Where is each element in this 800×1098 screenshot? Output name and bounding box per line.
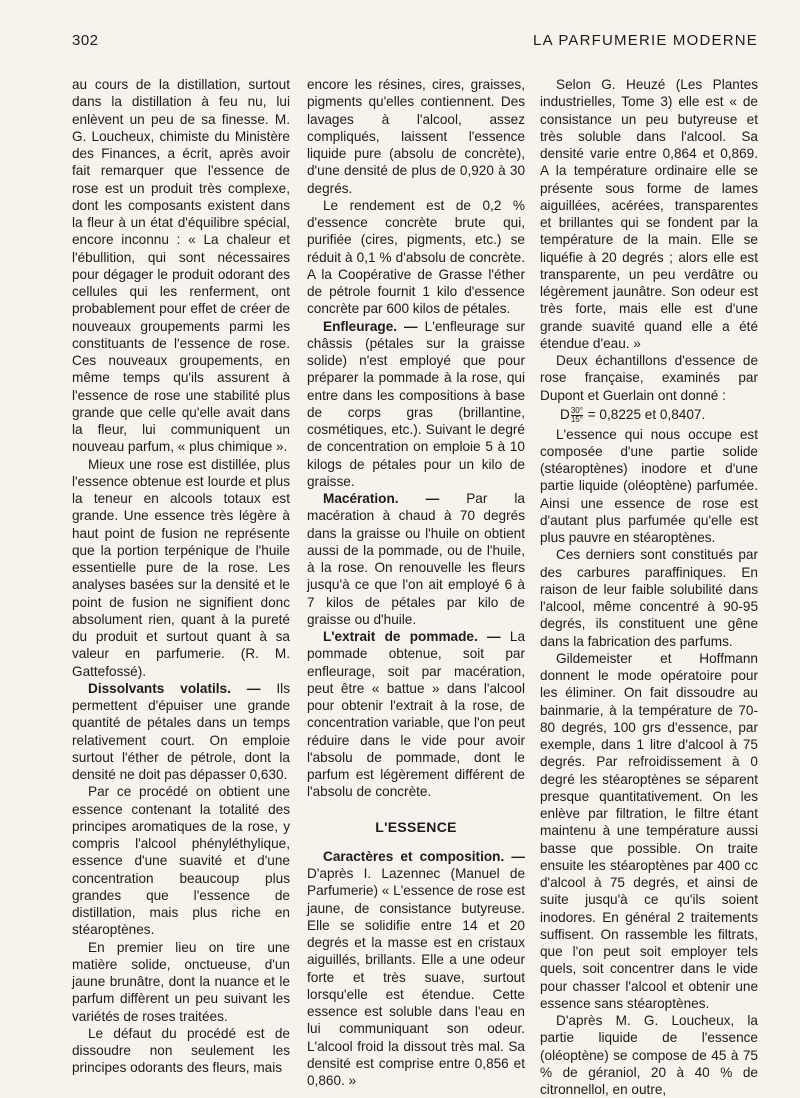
formula-values: = 0,8225 et 0,8407. [583,406,706,422]
paragraph-text: D'après I. Lazennec (Manuel de Parfumerie) « L'essence de rose est jaune, de consistance butyreuse. Elle se solidifie entre 14 et 20 degrés et la masse est en cristaux aiguillés, brillants. Elle a une odeur forte et très suave, surtout lorsqu'elle est étendue. Cette essence est soluble dans l'eau en lui communiquant son odeur. L'alcool froid la dissout très mal. Sa densité est comprise entre 0,856 et 0,860. » [307,866,525,1088]
paragraph: Deux échantillons d'essence de rose française, examinés par Dupont et Guerlain ont donné : [540,353,758,403]
paragraph-text: L'enfleurage sur châssis (pétales sur la graisse solide) n'est employé que pour préparer la pommade à la rose, qui entre dans les compositions à base de corps gras (brillantine, cosmétiques, etc.). Suivant le degré de concentration on emploie 5 à 10 kilogs de pétales pour un kilo de graisse. [307,318,525,489]
paragraph-text: La pommade obtenue, soit par enfleurage, soit par macération, peut être « battue » dans l'alcool pour obtenir l'extrait à la rose, de concentration variable, que l'on peut réduire dans le vide pour avoir l'absolu de pommade, dont le parfum est légèrement différent de l'absolu de concrète. [307,629,526,800]
paragraph: D'après M. G. Loucheux, la partie liquide de l'essence (oléoptène) se compose de 45 à 75 % de géraniol, 20 à 40 % de citronnellol, en outre, [540,1013,758,1098]
paragraph: au cours de la distillation, surtout dans la distillation à feu nu, lui enlèvent un peu de sa finesse. M. G. Loucheux, chimiste du Ministère des Finances, a écrit, après avoir fait remarquer que l'essence de rose est un produit très complexe, dont les composants existent dans la fleur à un état d'équilibre spécial, encore inconnu : « La chaleur et l'ébullition, qui sont nécessaires pour dégager le produit odorant des cellules qui les renferment, ont probablement pour effet de créer de nouveaux groupements parmi les constituants de l'essence de rose. Ces nouveaux groupements, en même temps qu'ils assurent à l'essence de rose une stabilité plus grande que celle qu'elle avait dans la fleur, lui communiquent un nouveau parfum, « plus chimique ». [72,77,290,455]
density-formula [540,406,758,424]
run-in-heading: L'extrait de pommade. — [323,629,501,644]
paragraph-text: Ils permettent d'épuiser une grande quantité de pétales dans un temps relativement court. On emploie surtout l'éther de pétrole, dont la densité ne doit pas dépasser 0,630. [72,680,290,782]
run-in-heading: Macération. — [323,491,440,506]
paragraph: Mieux une rose est distillée, plus l'essence obtenue est lourde et plus la teneur en alcools totaux est grande. Une essence très légère à haut point de fusion ne représente que la portion terpénique de l'huile essentielle pure de la rose. Les analyses basées sur la densité et le point de fusion ne signifient donc absolument rien, quant à la pureté du produit et surtout quant à sa valeur en parfumerie. (R. M. Gattefossé). [72,456,290,679]
text-column-2 [307,76,525,1089]
paragraph: Le rendement est de 0,2 % d'essence concrète brute qui, purifiée (cires, pigments, etc.) se réduit à 0,1 % d'absolu de concrète. A la Coopérative de Grasse l'éther de pétrole fournit 1 kilo d'essence concrète par 600 kilos de pétales. [307,197,525,317]
paragraph-text: Par la macération à chaud à 70 degrés dans la graisse ou l'huile on obtient aussi de la pommade, ou de l'huile, à la rose. On renouvelle les fleurs jusqu'à ce que l'on ait employé 6 à 7 kilos de pétales par kilo de graisse ou d'huile. [307,491,525,627]
run-in-heading: Caractères et composition. — [323,848,525,864]
paragraph: Le défaut du procédé est de dissoudre non seulement les principes odorants des fleurs, mais [72,1025,290,1076]
page-number: 302 [72,32,99,49]
paragraph [307,628,525,801]
paragraph: Ces derniers sont constitués par des carbures paraffiniques. En raison de leur faible solubilité dans l'alcool, même concentré à 90-95 degrés, ils constituent une gêne dans la fabrication des parfums. [540,547,758,649]
paragraph [307,318,525,491]
page-header [72,32,758,54]
paragraph [307,848,525,1090]
paragraph: Selon G. Heuzé (Les Plantes industrielles, Tome 3) elle est « de consistance un peu butyreuse et très soluble dans l'alcool. Sa densité varie entre 0,864 et 0,869. A la température ordinaire elle se présente sous forme de lames aiguillées, acérées, transparentes et brillantes qui se fondent par la température de la main. Elle se liquéfie à 20 degrés ; alors elle est transparente, un peu verdâtre ou légèrement jaunâtre. Son odeur est très forte, mais elle est d'une grande suavité quand elle a été étendue d'eau. » [540,77,758,351]
text-column-1 [72,76,290,1077]
paragraph [72,680,290,784]
section-title: L'ESSENCE [375,818,457,835]
formula-subscript: 15° [570,414,583,424]
formula-superscript: 30° [570,405,583,415]
formula-symbol: D [560,406,570,422]
running-title: LA PARFUMERIE MODERNE [533,32,758,49]
run-in-heading: Enfleurage. — [323,318,418,334]
paragraph: L'essence qui nous occupe est composée d'une partie solide (stéaroptènes) inodore et d'une partie liquide (oléoptène) parfumée. Ainsi une essence de rose est d'autant plus parfumée qu'elle est plus pauvre en stéaroptènes. [540,426,758,546]
paragraph: Par ce procédé on obtient une essence contenant la totalité des principes aromatiques de la rose, y compris l'alcool phényléthylique, essence d'une suavité et d'une concentration beaucoup plus grandes que l'essence de distillation, mais plus riche en stéaroptènes. [72,784,290,938]
run-in-heading: Dissolvants volatils. — [88,680,261,696]
paragraph: En premier lieu on tire une matière solide, onctueuse, d'un jaune brunâtre, dont la nuance et le parfum diffèrent un peu suivant les variétés de roses traitées. [72,939,290,1024]
paragraph [307,490,525,628]
text-column-3 [540,76,758,1098]
paragraph: encore les résines, cires, graisses, pigments qu'elles contiennent. Des lavages à l'alcool, assez compliqués, laissent l'essence liquide pure (absolu de concrète), d'une densité de plus de 0,920 à 30 degrés. [307,77,525,196]
paragraph: Gildemeister et Hoffmann donnent le mode opératoire pour les éliminer. On fait dissoudre au bainmarie, à la température de 70-80 degrés, 100 grs d'essence, par exemple, dans 1 litre d'alcool à 75 degrés. Par refroidissement à 0 degré les stéaroptènes se séparent presque quantitativement. On les enlève par filtration, le filtre étant maintenu à une température aussi basse que possible. On traite ensuite les stéaroptènes par 400 cc d'alcool à 75 degrés, et ainsi de suite jusqu'à ce qu'ils soient inodores. En général 2 traitements suffisent. On rassemble les filtrats, que l'on peut soit employer tels quels, soit concentrer dans le vide pour chasser l'alcool et obtenir une essence sans stéaroptènes. [540,650,758,1011]
